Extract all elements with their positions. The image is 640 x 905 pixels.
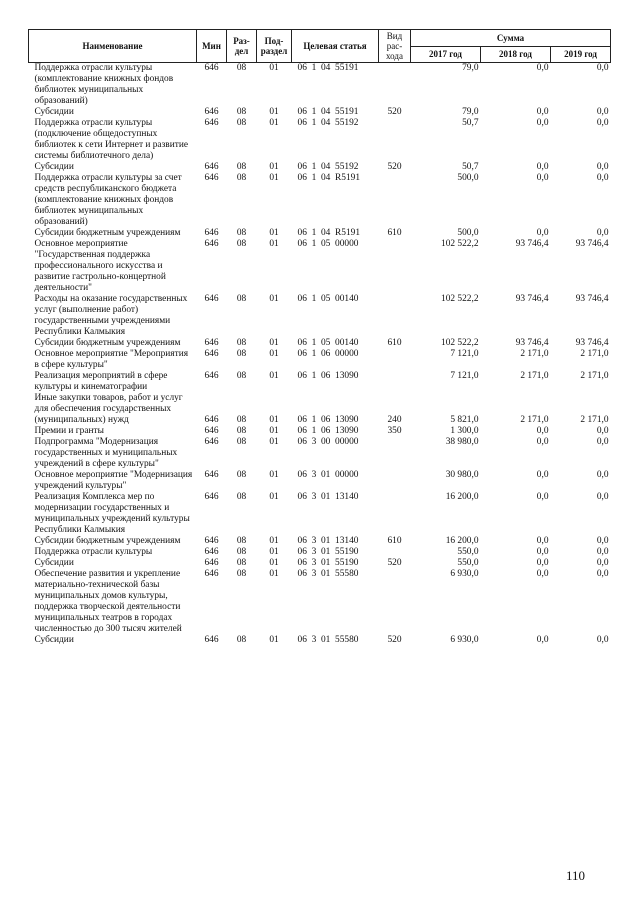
row-razdel: 08 <box>236 558 247 568</box>
row-sum-2019: 0,0 <box>596 558 609 568</box>
row-sum-2019: 0,0 <box>596 569 609 579</box>
row-vid <box>379 547 411 558</box>
row-razdel: 08 <box>236 492 247 502</box>
row-name: Расходы на оказание государственных услуг (выполнение работ) государственными учреждениями Республики Калмыкия <box>34 294 188 337</box>
table-row <box>29 426 611 437</box>
row-article: 06 1 04 R5191 <box>297 228 361 238</box>
row-sum-2018: 0,0 <box>536 492 549 502</box>
row-sum-2019: 0,0 <box>596 173 609 183</box>
row-vid <box>379 437 411 470</box>
row-sum-2017: 6 930,0 <box>450 635 479 645</box>
budget-table <box>28 29 611 646</box>
row-podrazdel: 01 <box>269 173 279 183</box>
row-sum-2018: 0,0 <box>536 228 549 238</box>
row-name: Основное мероприятие "Модернизация учреждений культуры" <box>34 470 193 491</box>
header-name: Наименование <box>29 30 197 63</box>
row-razdel: 08 <box>236 294 247 304</box>
row-sum-2018: 0,0 <box>536 162 549 172</box>
row-article: 06 3 01 55580 <box>297 569 359 579</box>
row-razdel: 08 <box>236 118 247 128</box>
row-vid: 520 <box>387 635 402 645</box>
row-sum-2018: 2 171,0 <box>520 415 549 425</box>
row-podrazdel: 01 <box>269 338 279 348</box>
row-min: 646 <box>204 228 219 238</box>
row-razdel: 08 <box>236 371 247 381</box>
table-row <box>29 393 611 426</box>
row-vid <box>379 173 411 228</box>
table-body <box>29 63 611 647</box>
row-vid: 610 <box>387 338 402 348</box>
row-name: Субсидии бюджетным учреждениям <box>34 536 181 546</box>
row-sum-2018: 0,0 <box>536 569 549 579</box>
row-name: Реализация мероприятий в сфере культуры и кинематографии <box>34 371 168 392</box>
row-article: 06 1 04 55191 <box>297 107 359 117</box>
row-sum-2017: 102 522,2 <box>441 239 479 249</box>
row-vid: 610 <box>387 228 402 238</box>
table-row <box>29 162 611 173</box>
row-podrazdel: 01 <box>269 536 279 546</box>
row-sum-2018: 0,0 <box>536 173 549 183</box>
row-razdel: 08 <box>236 63 247 73</box>
row-article: 06 3 01 00000 <box>297 470 359 480</box>
row-sum-2018: 0,0 <box>536 536 549 546</box>
row-sum-2019: 0,0 <box>596 536 609 546</box>
row-razdel: 08 <box>236 470 247 480</box>
row-article: 06 1 05 00140 <box>297 338 359 348</box>
row-sum-2019: 0,0 <box>596 162 609 172</box>
row-article: 06 3 01 13140 <box>297 536 359 546</box>
row-article: 06 3 01 55190 <box>297 558 359 568</box>
row-sum-2018: 0,0 <box>536 437 549 447</box>
row-razdel: 08 <box>236 228 247 238</box>
row-name: Поддержка отрасли культуры за счет средств республиканского бюджета (комплектование книжных фондов библиотек муниципальных образований) <box>34 173 182 227</box>
table-header <box>29 30 611 63</box>
row-article: 06 1 04 R5191 <box>297 173 361 183</box>
row-razdel: 08 <box>236 173 247 183</box>
row-razdel: 08 <box>236 437 247 447</box>
row-podrazdel: 01 <box>269 492 279 502</box>
table-row <box>29 349 611 371</box>
row-article: 06 1 06 00000 <box>297 349 359 359</box>
row-min: 646 <box>204 107 219 117</box>
header-min: Мин <box>197 30 227 63</box>
row-sum-2019: 93 746,4 <box>575 239 609 249</box>
row-podrazdel: 01 <box>269 107 279 117</box>
row-sum-2019: 93 746,4 <box>575 338 609 348</box>
row-sum-2019: 0,0 <box>596 437 609 447</box>
table-row <box>29 118 611 162</box>
row-razdel: 08 <box>236 536 247 546</box>
row-podrazdel: 01 <box>269 294 279 304</box>
row-sum-2019: 2 171,0 <box>580 371 609 381</box>
row-razdel: 08 <box>236 426 247 436</box>
row-article: 06 3 01 55580 <box>297 635 359 645</box>
row-razdel: 08 <box>236 415 247 425</box>
row-sum-2019: 0,0 <box>596 107 609 117</box>
row-vid <box>379 349 411 371</box>
row-podrazdel: 01 <box>269 371 279 381</box>
row-article: 06 1 06 13090 <box>297 415 359 425</box>
row-sum-2018: 2 171,0 <box>520 371 549 381</box>
row-podrazdel: 01 <box>269 349 279 359</box>
row-podrazdel: 01 <box>269 470 279 480</box>
row-podrazdel: 01 <box>269 228 279 238</box>
row-sum-2018: 0,0 <box>536 118 549 128</box>
table-row <box>29 63 611 108</box>
row-sum-2017: 500,0 <box>457 228 479 238</box>
row-min: 646 <box>204 371 219 381</box>
row-sum-2017: 79,0 <box>462 63 479 73</box>
row-sum-2017: 1 300,0 <box>450 426 479 436</box>
row-vid: 520 <box>387 558 402 568</box>
row-article: 06 1 05 00140 <box>297 294 359 304</box>
row-article: 06 1 04 55192 <box>297 162 359 172</box>
row-podrazdel: 01 <box>269 239 279 249</box>
header-podrazdel: Под-раздел <box>257 30 292 63</box>
row-article: 06 1 06 13090 <box>297 426 359 436</box>
row-sum-2018: 93 746,4 <box>515 294 549 304</box>
row-sum-2017: 6 930,0 <box>450 569 479 579</box>
row-vid: 350 <box>387 426 402 436</box>
row-sum-2018: 0,0 <box>536 558 549 568</box>
row-min: 646 <box>204 547 219 557</box>
row-min: 646 <box>204 349 219 359</box>
table-row <box>29 228 611 239</box>
row-sum-2017: 38 980,0 <box>445 437 479 447</box>
row-podrazdel: 01 <box>269 118 279 128</box>
page-number: 110 <box>566 868 586 883</box>
table-row <box>29 338 611 349</box>
row-sum-2017: 50,7 <box>462 118 479 128</box>
row-sum-2019: 2 171,0 <box>580 349 609 359</box>
header-summa: Сумма <box>411 30 611 47</box>
table-row <box>29 569 611 635</box>
row-name: Реализация Комплекса мер по модернизации государственных и муниципальных учреждений культуры Республики Калмыкия <box>34 492 190 535</box>
row-min: 646 <box>204 569 219 579</box>
row-min: 646 <box>204 294 219 304</box>
row-vid <box>379 470 411 492</box>
row-min: 646 <box>204 162 219 172</box>
row-min: 646 <box>204 536 219 546</box>
row-min: 646 <box>204 63 219 73</box>
row-vid <box>379 118 411 162</box>
row-razdel: 08 <box>236 107 247 117</box>
row-podrazdel: 01 <box>269 426 279 436</box>
row-sum-2019: 0,0 <box>596 635 609 645</box>
row-name: Субсидии бюджетным учреждениям <box>34 228 181 238</box>
header-year-2018: 2018 год <box>481 46 551 63</box>
row-sum-2019: 2 171,0 <box>580 415 609 425</box>
row-sum-2019: 0,0 <box>596 228 609 238</box>
row-name: Субсидии <box>34 107 74 117</box>
row-name: Субсидии <box>34 635 74 645</box>
row-sum-2019: 93 746,4 <box>575 294 609 304</box>
row-min: 646 <box>204 635 219 645</box>
table-row <box>29 239 611 294</box>
row-min: 646 <box>204 239 219 249</box>
table-row <box>29 536 611 547</box>
row-podrazdel: 01 <box>269 558 279 568</box>
row-podrazdel: 01 <box>269 63 279 73</box>
row-sum-2018: 0,0 <box>536 426 549 436</box>
row-min: 646 <box>204 173 219 183</box>
row-razdel: 08 <box>236 569 247 579</box>
row-podrazdel: 01 <box>269 635 279 645</box>
row-sum-2017: 16 200,0 <box>445 492 479 502</box>
row-podrazdel: 01 <box>269 547 279 557</box>
row-name: Субсидии бюджетным учреждениям <box>34 338 181 348</box>
row-sum-2019: 0,0 <box>596 492 609 502</box>
row-name: Поддержка отрасли культуры <box>34 547 153 557</box>
row-sum-2017: 102 522,2 <box>441 294 479 304</box>
row-razdel: 08 <box>236 239 247 249</box>
row-sum-2017: 550,0 <box>457 547 479 557</box>
row-razdel: 08 <box>236 547 247 557</box>
row-vid <box>379 371 411 393</box>
row-name: Иные закупки товаров, работ и услуг для обеспечения государственных (муниципальных) нужд <box>34 393 183 425</box>
table-row <box>29 558 611 569</box>
header-article: Целевая статья <box>292 30 379 63</box>
row-name: Подпрограмма "Модернизация государственных и муниципальных учреждений в сфере культуры" <box>34 437 178 469</box>
row-podrazdel: 01 <box>269 415 279 425</box>
table-row <box>29 492 611 536</box>
row-article: 06 1 04 55191 <box>297 63 359 73</box>
row-min: 646 <box>204 415 219 425</box>
row-vid: 610 <box>387 536 402 546</box>
table-row <box>29 173 611 228</box>
row-podrazdel: 01 <box>269 569 279 579</box>
row-name: Субсидии <box>34 558 74 568</box>
header-year-2019: 2019 год <box>551 46 611 63</box>
row-vid <box>379 63 411 108</box>
row-sum-2017: 7 121,0 <box>450 349 479 359</box>
row-name: Поддержка отрасли культуры (подключение общедоступных библиотек к сети Интернет и развитие системы библиотечного дела) <box>34 118 189 161</box>
row-name: Поддержка отрасли культуры (комплектование книжных фондов библиотек муниципальных образований) <box>34 63 174 106</box>
row-min: 646 <box>204 437 219 447</box>
row-min: 646 <box>204 338 219 348</box>
row-sum-2017: 7 121,0 <box>450 371 479 381</box>
header-razdel: Раз-дел <box>227 30 257 63</box>
row-sum-2019: 0,0 <box>596 426 609 436</box>
row-name: Основное мероприятие "Мероприятия в сфере культуры" <box>34 349 189 370</box>
row-razdel: 08 <box>236 349 247 359</box>
row-article: 06 1 05 00000 <box>297 239 359 249</box>
row-article: 06 1 06 13090 <box>297 371 359 381</box>
row-razdel: 08 <box>236 635 247 645</box>
row-sum-2017: 79,0 <box>462 107 479 117</box>
row-name: Обеспечение развития и укрепление материально-технической базы муниципальных домов культуры, поддержка творческой деятельности муниципальных театров в городах численностью до 300 тысяч жителей <box>34 569 182 634</box>
row-sum-2019: 0,0 <box>596 470 609 480</box>
row-vid <box>379 294 411 338</box>
row-sum-2018: 0,0 <box>536 635 549 645</box>
row-sum-2018: 2 171,0 <box>520 349 549 359</box>
table-row <box>29 294 611 338</box>
row-sum-2019: 0,0 <box>596 118 609 128</box>
row-article: 06 3 01 13140 <box>297 492 359 502</box>
row-sum-2017: 16 200,0 <box>445 536 479 546</box>
row-sum-2018: 0,0 <box>536 470 549 480</box>
row-name: Премии и гранты <box>34 426 104 436</box>
row-article: 06 1 04 55192 <box>297 118 359 128</box>
row-min: 646 <box>204 426 219 436</box>
table-row <box>29 107 611 118</box>
row-min: 646 <box>204 470 219 480</box>
row-podrazdel: 01 <box>269 162 279 172</box>
row-sum-2017: 500,0 <box>457 173 479 183</box>
header-vid: Вид рас-хода <box>379 30 411 63</box>
row-sum-2017: 50,7 <box>462 162 479 172</box>
row-podrazdel: 01 <box>269 437 279 447</box>
row-name: Субсидии <box>34 162 74 172</box>
row-sum-2018: 0,0 <box>536 107 549 117</box>
table-row <box>29 437 611 470</box>
row-sum-2017: 550,0 <box>457 558 479 568</box>
row-article: 06 3 01 55190 <box>297 547 359 557</box>
row-razdel: 08 <box>236 162 247 172</box>
table-row <box>29 470 611 492</box>
table-row <box>29 547 611 558</box>
row-vid: 520 <box>387 162 402 172</box>
row-vid <box>379 569 411 635</box>
row-sum-2019: 0,0 <box>596 547 609 557</box>
row-sum-2018: 93 746,4 <box>515 239 549 249</box>
header-year-2017: 2017 год <box>411 46 481 63</box>
table-row <box>29 371 611 393</box>
row-vid <box>379 492 411 536</box>
row-sum-2017: 5 821,0 <box>450 415 479 425</box>
row-article: 06 3 00 00000 <box>297 437 359 447</box>
row-min: 646 <box>204 558 219 568</box>
row-vid <box>379 239 411 294</box>
row-vid: 240 <box>387 415 402 425</box>
row-sum-2019: 0,0 <box>596 63 609 73</box>
row-sum-2017: 102 522,2 <box>441 338 479 348</box>
row-sum-2018: 0,0 <box>536 547 549 557</box>
row-sum-2017: 30 980,0 <box>445 470 479 480</box>
row-sum-2018: 0,0 <box>536 63 549 73</box>
row-min: 646 <box>204 492 219 502</box>
row-razdel: 08 <box>236 338 247 348</box>
row-min: 646 <box>204 118 219 128</box>
row-vid: 520 <box>387 107 402 117</box>
row-name: Основное мероприятие "Государственная поддержка профессионального искусства и развитие гастрольно-концертной деятельности" <box>34 239 166 293</box>
table-row <box>29 635 611 646</box>
row-sum-2018: 93 746,4 <box>515 338 549 348</box>
